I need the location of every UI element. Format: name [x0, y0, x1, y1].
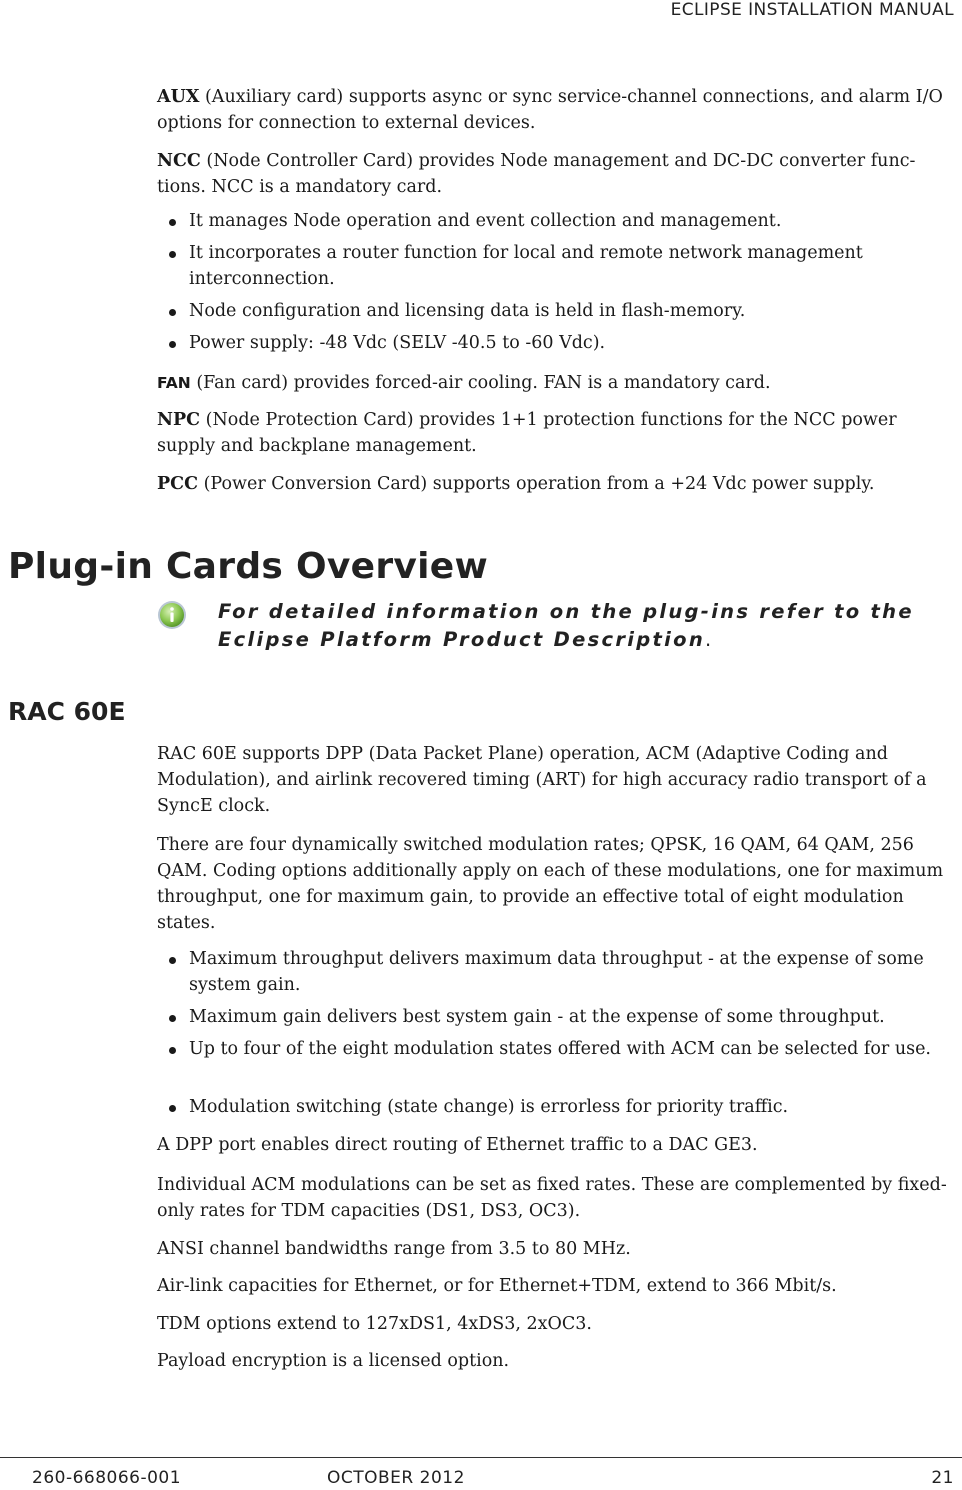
list-item — [157, 1004, 937, 1030]
list-item-text: It manages Node operation and event collection and management. — [189, 211, 782, 231]
ncc-term: NCC — [157, 151, 201, 171]
bullet-icon — [169, 957, 176, 964]
rac-paragraph-3: A DPP port enables direct routing of Ethernet traffic to a DAC GE3. — [157, 1135, 758, 1155]
list-item-text: Up to four of the eight modulation states offered with ACM can be selected for use. — [189, 1039, 931, 1059]
pcc-text: (Power Conversion Card) supports operation from a +24 Vdc power supply. — [198, 474, 875, 494]
ncc-text: (Node Controller Card) provides Node management and DC-DC converter func- tions. NCC is a mandatory card. — [157, 151, 916, 197]
bullet-icon — [169, 251, 176, 258]
list-item-text: Modulation switching (state change) is errorless for priority traffic. — [189, 1097, 789, 1117]
list-item-text: Power supply: -48 Vdc (SELV -40.5 to -60 Vdc). — [189, 333, 606, 353]
bullet-icon — [169, 309, 176, 316]
rac-paragraph-8: Payload encryption is a licensed option. — [157, 1351, 510, 1371]
list-item-text: Maximum throughput delivers maximum data throughput - at the expense of some system gain. — [189, 949, 924, 995]
pcc-term: PCC — [157, 474, 199, 494]
bullet-icon — [169, 1015, 176, 1022]
npc-paragraph — [157, 407, 957, 459]
footer-divider — [0, 1457, 962, 1458]
footer-doc-number: 260-668066-001 — [32, 1468, 182, 1488]
npc-term: NPC — [157, 410, 201, 430]
subsection-heading: RAC 60E — [8, 697, 126, 726]
bullet-icon — [169, 219, 176, 226]
list-item — [157, 946, 937, 998]
list-item — [157, 330, 937, 356]
note-text — [218, 598, 948, 654]
note-punct: . — [705, 628, 712, 651]
footer-page-number: 21 — [931, 1468, 954, 1488]
aux-term: AUX — [157, 87, 200, 107]
rac-paragraph-7: TDM options extend to 127xDS1, 4xDS3, 2xOC3. — [157, 1314, 592, 1334]
ncc-paragraph — [157, 148, 957, 200]
pcc-paragraph — [157, 471, 957, 497]
bullet-icon — [169, 1105, 176, 1112]
aux-paragraph — [157, 84, 957, 136]
aux-text: (Auxiliary card) supports async or sync service-channel connections, and alarm I/O options for connection to external devices. — [157, 87, 943, 133]
list-item — [157, 298, 937, 324]
bullet-icon — [169, 1047, 176, 1054]
list-item — [157, 208, 937, 234]
rac-paragraph-6: Air-link capacities for Ethernet, or for Ethernet+TDM, extend to 366 Mbit/s. — [157, 1276, 837, 1296]
list-item-text: It incorporates a router function for local and remote network management interconnection. — [189, 243, 863, 289]
rac-paragraph-5: ANSI channel bandwidths range from 3.5 to 80 MHz. — [157, 1239, 631, 1259]
footer-date: OCTOBER 2012 — [327, 1468, 465, 1488]
note-link-text: For detailed information on the plug-ins refer to the Eclipse Platform Product Description — [218, 600, 914, 651]
info-icon — [157, 600, 187, 630]
list-item — [157, 1094, 937, 1120]
fan-text: (Fan card) provides forced-air cooling. FAN is a mandatory card. — [190, 373, 771, 393]
list-item-text: Maximum gain delivers best system gain - at the expense of some throughput. — [189, 1007, 885, 1027]
section-heading: Plug-in Cards Overview — [8, 546, 489, 587]
running-header: ECLIPSE INSTALLATION MANUAL — [670, 0, 954, 20]
fan-term: FAN — [157, 374, 191, 392]
list-item-text: Node configuration and licensing data is held in flash-memory. — [189, 301, 746, 321]
list-item — [157, 240, 937, 292]
npc-text: (Node Protection Card) provides 1+1 protection functions for the NCC power supply and backplane management. — [157, 410, 897, 456]
rac-paragraph-4: Individual ACM modulations can be set as fixed rates. These are complemented by fixed-only rates for TDM capacities (DS1, DS3, OC3). — [157, 1175, 947, 1221]
list-item — [157, 1036, 937, 1062]
rac-paragraph-2: There are four dynamically switched modulation rates; QPSK, 16 QAM, 64 QAM, 256 QAM. Coding options additionally apply on each of these modulations, one for maximum throughput, one for maximum gain, to provide an effective total of eight modulation states. — [157, 835, 944, 933]
fan-paragraph — [157, 370, 957, 396]
rac-paragraph-1: RAC 60E supports DPP (Data Packet Plane) operation, ACM (Adaptive Coding and Modulation), and airlink recovered timing (ART) for high accuracy radio transport of a SyncE clock. — [157, 744, 927, 816]
bullet-icon — [169, 341, 176, 348]
